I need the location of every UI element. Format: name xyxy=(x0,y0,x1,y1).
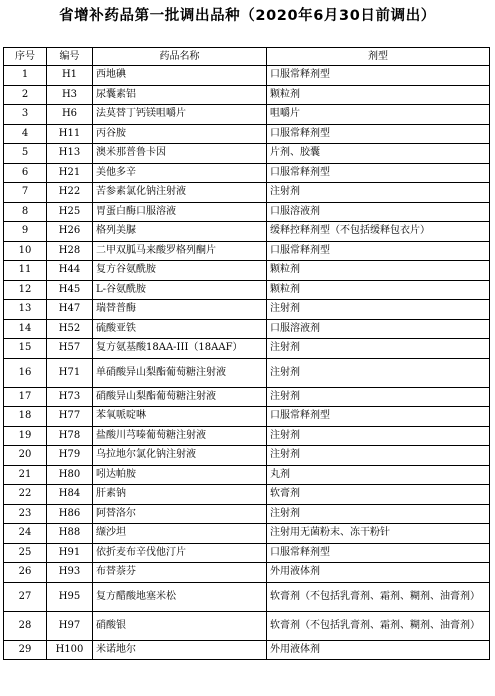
table-row xyxy=(4,339,490,359)
drug-code: H88 xyxy=(47,524,93,544)
dosage-form: 注射剂 xyxy=(267,504,490,524)
header-drug-name: 药品名称 xyxy=(93,48,267,66)
drug-name: 法莫替丁钙镁咀嚼片 xyxy=(93,105,267,125)
header-index: 序号 xyxy=(4,48,47,66)
drug-code: H21 xyxy=(47,163,93,183)
drug-code: H84 xyxy=(47,485,93,505)
drug-name: 盐酸川芎嗪葡萄糖注射液 xyxy=(93,426,267,446)
row-index: 22 xyxy=(4,485,47,505)
table-row xyxy=(4,485,490,505)
table-row xyxy=(4,563,490,583)
table-row xyxy=(4,105,490,125)
table-header-row xyxy=(4,48,490,66)
drug-name: 肝素钠 xyxy=(93,485,267,505)
dosage-form: 注射剂 xyxy=(267,339,490,359)
dosage-form: 口服常释剂型 xyxy=(267,66,490,86)
header-dosage-form: 剂型 xyxy=(267,48,490,66)
dosage-form: 缓释控释剂型（不包括缓释包衣片） xyxy=(267,222,490,242)
table-row xyxy=(4,611,490,640)
row-index: 17 xyxy=(4,387,47,407)
drug-code: H57 xyxy=(47,339,93,359)
row-index: 21 xyxy=(4,465,47,485)
table-row xyxy=(4,183,490,203)
drug-code: H1 xyxy=(47,66,93,86)
table-row xyxy=(4,280,490,300)
drug-code: H97 xyxy=(47,611,93,640)
table-row xyxy=(4,524,490,544)
row-index: 27 xyxy=(4,582,47,611)
dosage-form: 注射用无菌粉末、冻干粉针 xyxy=(267,524,490,544)
drug-code: H95 xyxy=(47,582,93,611)
row-index: 25 xyxy=(4,543,47,563)
drug-name: 硝酸银 xyxy=(93,611,267,640)
dosage-form: 咀嚼片 xyxy=(267,105,490,125)
dosage-form: 注射剂 xyxy=(267,358,490,387)
table-row xyxy=(4,543,490,563)
table-row xyxy=(4,144,490,164)
dosage-form: 注射剂 xyxy=(267,300,490,320)
drug-name: 米诺地尔 xyxy=(93,640,267,660)
drug-name: 尿囊素铝 xyxy=(93,85,267,105)
row-index: 13 xyxy=(4,300,47,320)
row-index: 1 xyxy=(4,66,47,86)
drug-code: H93 xyxy=(47,563,93,583)
dosage-form: 外用液体剂 xyxy=(267,563,490,583)
drug-name: 吲达帕胺 xyxy=(93,465,267,485)
drug-code: H91 xyxy=(47,543,93,563)
table-row xyxy=(4,300,490,320)
dosage-form: 注射剂 xyxy=(267,183,490,203)
table-row xyxy=(4,640,490,660)
table-row xyxy=(4,426,490,446)
row-index: 18 xyxy=(4,407,47,427)
drug-code: H3 xyxy=(47,85,93,105)
drug-code: H77 xyxy=(47,407,93,427)
drug-name: 硝酸异山梨酯葡萄糖注射液 xyxy=(93,387,267,407)
row-index: 23 xyxy=(4,504,47,524)
drug-name: 苦参素氯化钠注射液 xyxy=(93,183,267,203)
table-row xyxy=(4,241,490,261)
drug-name: 丙谷胺 xyxy=(93,124,267,144)
dosage-form: 丸剂 xyxy=(267,465,490,485)
drug-code: H52 xyxy=(47,319,93,339)
table-row xyxy=(4,222,490,242)
row-index: 8 xyxy=(4,202,47,222)
dosage-form: 外用液体剂 xyxy=(267,640,490,660)
header-code: 编号 xyxy=(47,48,93,66)
row-index: 24 xyxy=(4,524,47,544)
dosage-form: 软膏剂 xyxy=(267,485,490,505)
row-index: 6 xyxy=(4,163,47,183)
drug-code: H6 xyxy=(47,105,93,125)
drug-name: 布替萘芬 xyxy=(93,563,267,583)
drug-name: 乌拉地尔氯化钠注射液 xyxy=(93,446,267,466)
dosage-form: 片剂、胶囊 xyxy=(267,144,490,164)
table-row xyxy=(4,465,490,485)
drug-name: 单硝酸异山梨酯葡萄糖注射液 xyxy=(93,358,267,387)
row-index: 11 xyxy=(4,261,47,281)
drug-code: H73 xyxy=(47,387,93,407)
table-row xyxy=(4,261,490,281)
drug-name: 硫酸亚铁 xyxy=(93,319,267,339)
dosage-form: 口服常释剂型 xyxy=(267,163,490,183)
row-index: 2 xyxy=(4,85,47,105)
row-index: 28 xyxy=(4,611,47,640)
drug-code: H45 xyxy=(47,280,93,300)
dosage-form: 颗粒剂 xyxy=(267,85,490,105)
row-index: 19 xyxy=(4,426,47,446)
dosage-form: 软膏剂（不包括乳膏剂、霜剂、糊剂、油膏剂） xyxy=(267,582,490,611)
dosage-form: 注射剂 xyxy=(267,426,490,446)
dosage-form: 口服常释剂型 xyxy=(267,543,490,563)
dosage-form: 口服溶液剂 xyxy=(267,319,490,339)
drug-code: H78 xyxy=(47,426,93,446)
drug-name: 复方氨基酸18AA-III（18AAF） xyxy=(93,339,267,359)
drug-name: 胃蛋白酶口服溶液 xyxy=(93,202,267,222)
drug-name: 瑞替普酶 xyxy=(93,300,267,320)
drug-code: H79 xyxy=(47,446,93,466)
row-index: 20 xyxy=(4,446,47,466)
table-row xyxy=(4,66,490,86)
drug-table xyxy=(3,47,490,660)
dosage-form: 口服溶液剂 xyxy=(267,202,490,222)
drug-code: H47 xyxy=(47,300,93,320)
drug-code: H100 xyxy=(47,640,93,660)
dosage-form: 注射剂 xyxy=(267,387,490,407)
drug-name: 美他多辛 xyxy=(93,163,267,183)
drug-code: H22 xyxy=(47,183,93,203)
drug-code: H71 xyxy=(47,358,93,387)
dosage-form: 口服常释剂型 xyxy=(267,407,490,427)
drug-code: H13 xyxy=(47,144,93,164)
table-row xyxy=(4,319,490,339)
row-index: 12 xyxy=(4,280,47,300)
dosage-form: 颗粒剂 xyxy=(267,280,490,300)
table-row xyxy=(4,85,490,105)
drug-name: 西地碘 xyxy=(93,66,267,86)
drug-name: 缬沙坦 xyxy=(93,524,267,544)
table-row xyxy=(4,446,490,466)
row-index: 3 xyxy=(4,105,47,125)
drug-name: 格列美脲 xyxy=(93,222,267,242)
dosage-form: 口服常释剂型 xyxy=(267,124,490,144)
row-index: 5 xyxy=(4,144,47,164)
drug-code: H28 xyxy=(47,241,93,261)
drug-name: 苯氧哌啶啉 xyxy=(93,407,267,427)
drug-name: L-谷氨酰胺 xyxy=(93,280,267,300)
table-row xyxy=(4,407,490,427)
row-index: 4 xyxy=(4,124,47,144)
table-row xyxy=(4,387,490,407)
drug-name: 阿替洛尔 xyxy=(93,504,267,524)
dosage-form: 软膏剂（不包括乳膏剂、霜剂、糊剂、油膏剂） xyxy=(267,611,490,640)
drug-code: H11 xyxy=(47,124,93,144)
row-index: 29 xyxy=(4,640,47,660)
dosage-form: 注射剂 xyxy=(267,446,490,466)
table-body xyxy=(4,66,490,660)
table-row xyxy=(4,582,490,611)
row-index: 15 xyxy=(4,339,47,359)
row-index: 16 xyxy=(4,358,47,387)
drug-name: 复方醋酸地塞米松 xyxy=(93,582,267,611)
drug-code: H44 xyxy=(47,261,93,281)
drug-code: H25 xyxy=(47,202,93,222)
drug-name: 依折麦布辛伐他汀片 xyxy=(93,543,267,563)
table-row xyxy=(4,163,490,183)
drug-code: H26 xyxy=(47,222,93,242)
table-row xyxy=(4,504,490,524)
row-index: 14 xyxy=(4,319,47,339)
page-title: 省增补药品第一批调出品种（2020年6月30日前调出） xyxy=(59,8,436,24)
table-row xyxy=(4,202,490,222)
drug-code: H80 xyxy=(47,465,93,485)
drug-name: 复方谷氨酰胺 xyxy=(93,261,267,281)
row-index: 26 xyxy=(4,563,47,583)
row-index: 7 xyxy=(4,183,47,203)
drug-code: H86 xyxy=(47,504,93,524)
table-row xyxy=(4,358,490,387)
dosage-form: 颗粒剂 xyxy=(267,261,490,281)
row-index: 9 xyxy=(4,222,47,242)
drug-name: 澳米那普鲁卡因 xyxy=(93,144,267,164)
table-row xyxy=(4,124,490,144)
dosage-form: 口服常释剂型 xyxy=(267,241,490,261)
drug-name: 二甲双胍马来酸罗格列酮片 xyxy=(93,241,267,261)
row-index: 10 xyxy=(4,241,47,261)
